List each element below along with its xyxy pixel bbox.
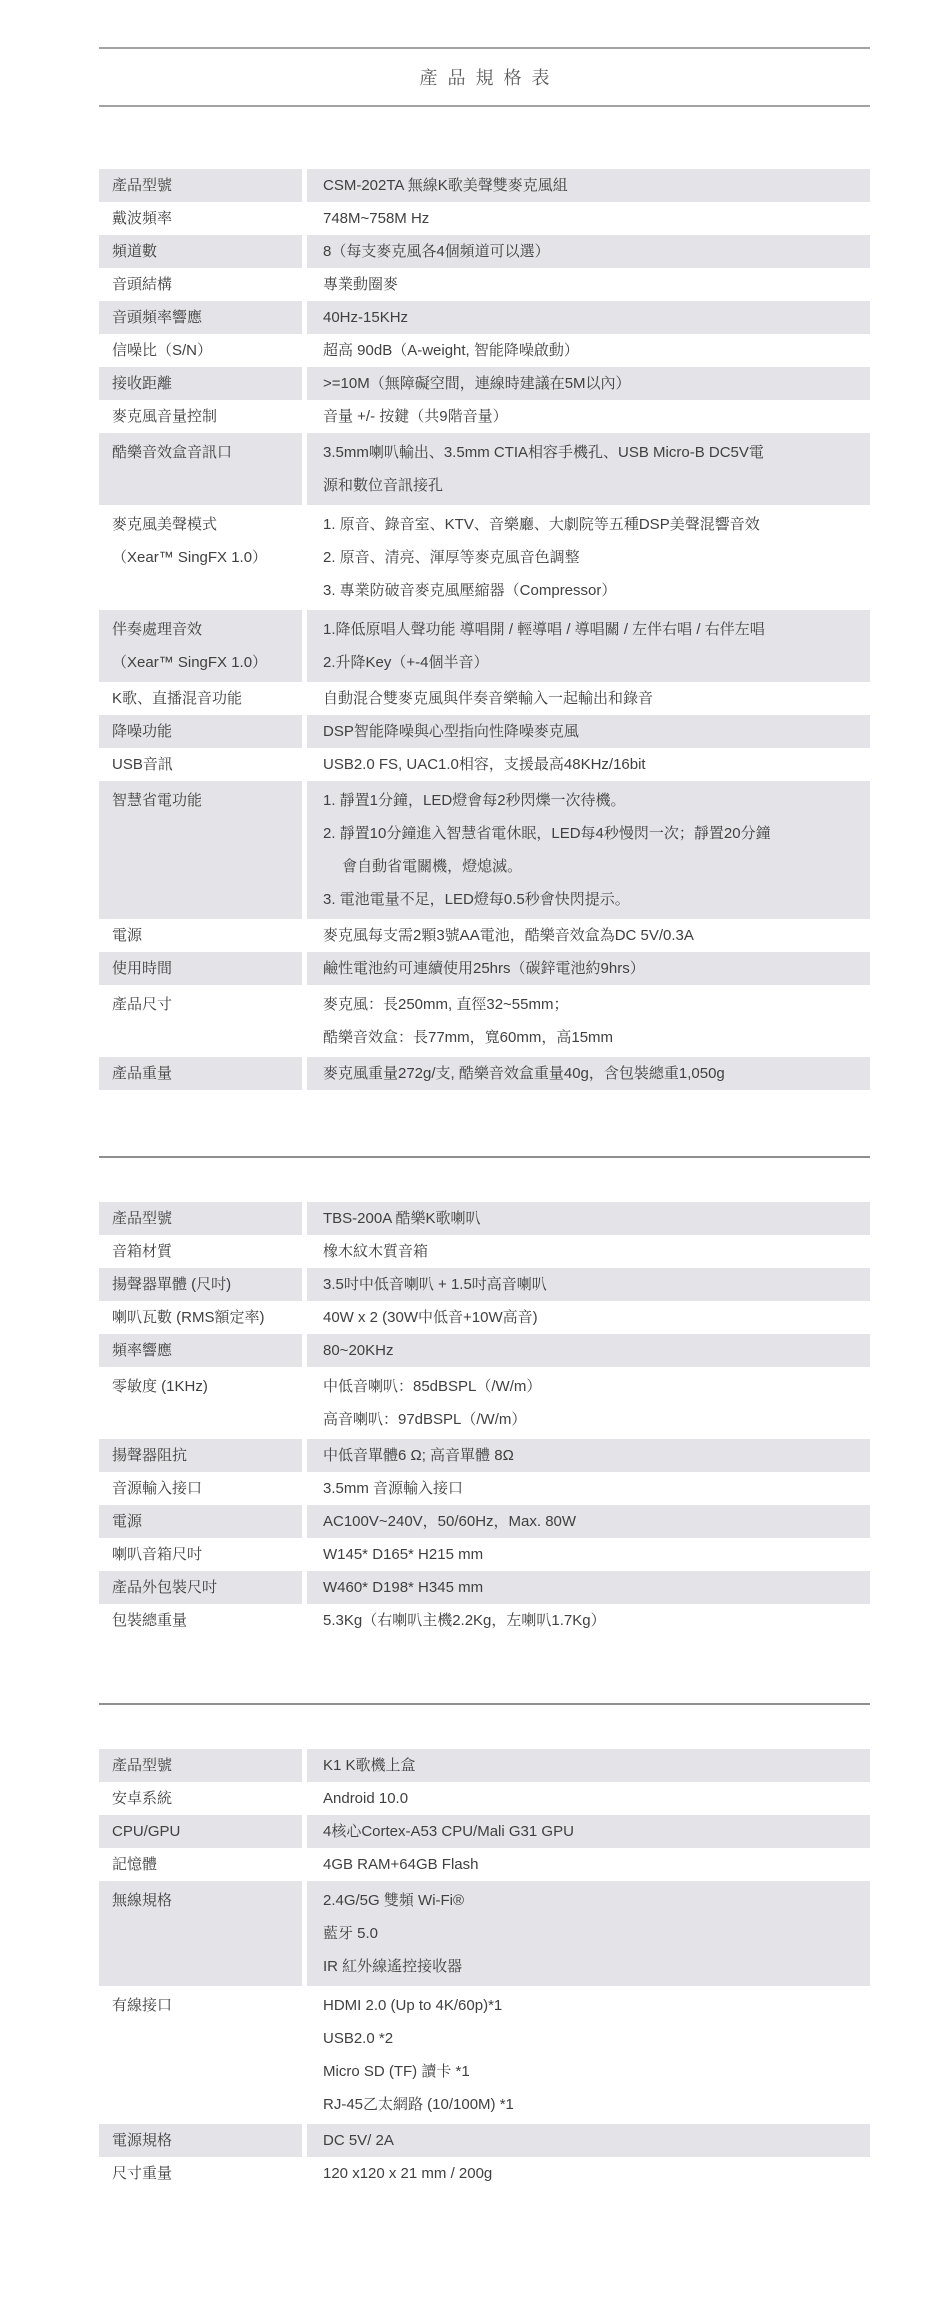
spec-label-text: 產品尺寸 (112, 996, 173, 1013)
spec-label-text: 麥克風音量控制 (112, 408, 218, 425)
spec-label-cell (99, 235, 302, 268)
spec-value-cell (307, 1334, 870, 1367)
spec-label-text: 安卓系統 (112, 1790, 173, 1807)
spec-label-text: 喇叭音箱尺吋 (112, 1546, 203, 1563)
spec-label-cell (99, 1334, 302, 1367)
spec-value-cell (307, 952, 870, 985)
spec-row (99, 1538, 870, 1571)
spec-row (99, 334, 870, 367)
spec-value-cell (307, 1815, 870, 1848)
spec-value-cell (307, 1367, 870, 1439)
spec-row (99, 781, 870, 919)
spec-value-text: 麥克風：長250mm, 直徑32~55mm； (323, 996, 569, 1013)
spec-value-cell (307, 1235, 870, 1268)
spec-value-text: HDMI 2.0 (Up to 4K/60p)*1 (323, 1997, 503, 2014)
spec-value-text: 4核心Cortex-A53 CPU/Mali G31 GPU (323, 1823, 574, 1840)
spec-row (99, 1571, 870, 1604)
spec-value-text: 2. 原音、清亮、渾厚等麥克風音色調整 (323, 549, 580, 566)
spec-row (99, 1782, 870, 1815)
spec-label-cell (99, 505, 302, 610)
spec-value-text: 專業動圈麥 (323, 276, 399, 293)
spec-value-text: 橡木紋木質音箱 (323, 1243, 429, 1260)
spec-value-cell (307, 1881, 870, 1986)
spec-row (99, 268, 870, 301)
spec-label-text: 尺寸重量 (112, 2165, 173, 2182)
spec-label-text: 接收距離 (112, 375, 173, 392)
spec-value-cell (307, 985, 870, 1057)
spec-value-text: 高音喇叭：97dBSPL（/W/m） (323, 1411, 527, 1428)
spec-label-text: 酷樂音效盒音訊口 (112, 444, 233, 461)
spec-value-text: 3. 專業防破音麥克風壓縮器（Compressor） (323, 582, 617, 599)
spec-value-text: >=10M（無障礙空間，連線時建議在5M以內） (323, 375, 631, 392)
spec-value-text: 1. 靜置1分鐘，LED燈會每2秒閃爍一次待機。 (323, 792, 626, 809)
spec-value-cell (307, 1571, 870, 1604)
spec-label-cell (99, 1749, 302, 1782)
spec-value-text: 麥克風重量272g/支, 酷樂音效盒重量40g，含包裝總重1,050g (323, 1065, 725, 1082)
spec-label-cell (99, 1235, 302, 1268)
spec-label-cell (99, 367, 302, 400)
spec-label-text: 降噪功能 (112, 723, 173, 740)
spec-value-cell (307, 301, 870, 334)
spec-label-text: 揚聲器阻抗 (112, 1447, 188, 1464)
spec-row (99, 202, 870, 235)
spec-row (99, 433, 870, 505)
spec-value-text: 自動混合雙麥克風與伴奏音樂輸入一起輸出和錄音 (323, 690, 654, 707)
spec-value-cell (307, 169, 870, 202)
spec-label-cell (99, 1881, 302, 1986)
spec-label-text: 產品型號 (112, 1210, 173, 1227)
spec-label-text: 使用時間 (112, 960, 173, 977)
spec-row (99, 1848, 870, 1881)
spec-value-cell (307, 748, 870, 781)
spec-label-cell (99, 1472, 302, 1505)
spec-row (99, 301, 870, 334)
spec-value-text: 酷樂音效盒：長77mm，寬60mm，高15mm (323, 1029, 614, 1046)
spec-value-text: AC100V~240V，50/60Hz，Max. 80W (323, 1513, 577, 1530)
spec-value-cell (307, 202, 870, 235)
spec-value-cell (307, 2157, 870, 2190)
spec-label-text: 產品重量 (112, 1065, 173, 1082)
spec-row (99, 1057, 870, 1090)
spec-value-cell (307, 919, 870, 952)
spec-label-cell (99, 202, 302, 235)
spec-label-cell (99, 682, 302, 715)
spec-label-text: 包裝總重量 (112, 1612, 188, 1629)
spec-value-text: 3.5mm喇叭輸出、3.5mm CTIA相容手機孔、USB Micro-B DC5V電 (323, 444, 764, 461)
spec-label-cell (99, 919, 302, 952)
spec-value-cell (307, 1782, 870, 1815)
spec-value-cell (307, 505, 870, 610)
spec-value-text: 超高 90dB（A-weight, 智能降噪啟動） (323, 342, 579, 359)
spec-label-text: 音頭頻率響應 (112, 309, 203, 326)
spec-row (99, 235, 870, 268)
spec-label-cell (99, 1604, 302, 1637)
spec-value-cell (307, 1986, 870, 2124)
spec-label-cell (99, 1301, 302, 1334)
spec-label-text: 音源輸入接口 (112, 1480, 203, 1497)
spec-value-text: 1. 原音、錄音室、KTV、音樂廳、大劇院等五種DSP美聲混響音效 (323, 516, 760, 533)
spec-label-cell (99, 433, 302, 505)
page-title: 產品規格表 (99, 47, 870, 107)
spec-label-text: （Xear™ SingFX 1.0） (112, 654, 268, 671)
spec-row (99, 682, 870, 715)
spec-value-text: W145* D165* H215 mm (323, 1546, 484, 1563)
spec-value-cell (307, 781, 870, 919)
spec-value-cell (307, 1301, 870, 1334)
spec-label-text: 戴波頻率 (112, 210, 173, 227)
spec-label-cell (99, 1538, 302, 1571)
spec-label-cell (99, 1782, 302, 1815)
spec-label-text: （Xear™ SingFX 1.0） (112, 549, 268, 566)
spec-row (99, 400, 870, 433)
spec-label-text: 零敏度 (1KHz) (112, 1378, 208, 1395)
spec-value-cell (307, 1749, 870, 1782)
spec-value-text: 中低音喇叭：85dBSPL（/W/m） (323, 1378, 542, 1395)
spec-value-text: 2.4G/5G 雙頻 Wi-Fi® (323, 1892, 465, 1909)
spec-value-text: 3.5吋中低音喇叭 + 1.5吋高音喇叭 (323, 1276, 547, 1293)
spec-label-text: 電源規格 (112, 2132, 173, 2149)
spec-row (99, 1334, 870, 1367)
spec-label-cell (99, 781, 302, 919)
spec-label-cell (99, 2124, 302, 2157)
spec-label-cell (99, 1057, 302, 1090)
spec-value-cell (307, 715, 870, 748)
spec-value-text: 2.升降Key（+-4個半音） (323, 654, 489, 671)
spec-label-cell (99, 1986, 302, 2124)
spec-label-cell (99, 1202, 302, 1235)
spec-row (99, 1367, 870, 1439)
spec-value-text: K1 K歌機上盒 (323, 1757, 416, 1774)
spec-value-text: 748M~758M Hz (323, 210, 430, 227)
spec-row (99, 2124, 870, 2157)
spec-label-text: 音箱材質 (112, 1243, 173, 1260)
spec-value-text: USB2.0 FS, UAC1.0相容，支援最高48KHz/16bit (323, 756, 646, 773)
spec-label-text: 無線規格 (112, 1892, 173, 1909)
spec-label-cell (99, 748, 302, 781)
spec-label-text: K歌、直播混音功能 (112, 690, 243, 707)
spec-table (99, 1749, 870, 2190)
spec-label-cell (99, 301, 302, 334)
spec-row (99, 1472, 870, 1505)
spec-label-text: 頻率響應 (112, 1342, 173, 1359)
spec-value-text: USB2.0 *2 (323, 2030, 394, 2047)
product-spec-page (0, 47, 950, 2190)
spec-label-cell (99, 1848, 302, 1881)
spec-value-text: 5.3Kg（右喇叭主機2.2Kg，左喇叭1.7Kg） (323, 1612, 606, 1629)
spec-value-cell (307, 682, 870, 715)
spec-row (99, 367, 870, 400)
spec-value-text: 4GB RAM+64GB Flash (323, 1856, 479, 1873)
spec-label-text: 喇叭瓦數 (RMS額定率) (112, 1309, 265, 1326)
spec-value-text: W460* D198* H345 mm (323, 1579, 484, 1596)
spec-row (99, 1505, 870, 1538)
spec-value-text: 8（每支麥克風各4個頻道可以選） (323, 243, 550, 260)
spec-label-text: 電源 (112, 927, 143, 944)
spec-row (99, 1235, 870, 1268)
spec-value-text: 1.降低原唱人聲功能 導唱開 / 輕導唱 / 導唱關 / 左伴右唱 / 右伴左唱 (323, 621, 765, 638)
spec-value-text: 麥克風每支需2顆3號AA電池，酷樂音效盒為DC 5V/0.3A (323, 927, 694, 944)
spec-value-text: 3.5mm 音源輸入接口 (323, 1480, 464, 1497)
spec-label-text: 有線接口 (112, 1997, 173, 2014)
spec-value-cell (307, 1057, 870, 1090)
spec-row (99, 985, 870, 1057)
spec-label-text: 信噪比（S/N） (112, 342, 213, 359)
spec-label-text: 電源 (112, 1513, 143, 1530)
spec-value-text: Micro SD (TF) 讀卡 *1 (323, 2063, 470, 2080)
spec-value-text: DSP智能降噪與心型指向性降噪麥克風 (323, 723, 579, 740)
spec-row (99, 1604, 870, 1637)
spec-value-text: 源和數位音訊接孔 (323, 477, 444, 494)
spec-label-cell (99, 400, 302, 433)
spec-label-cell (99, 1268, 302, 1301)
spec-table (99, 1202, 870, 1637)
spec-label-text: 頻道數 (112, 243, 158, 260)
spec-row (99, 919, 870, 952)
spec-value-text: IR 紅外線遙控接收器 (323, 1958, 463, 1975)
table-separator (99, 1703, 870, 1705)
spec-value-text: RJ-45乙太網路 (10/100M) *1 (323, 2096, 514, 2113)
spec-row (99, 169, 870, 202)
spec-row (99, 505, 870, 610)
spec-label-text: 產品型號 (112, 1757, 173, 1774)
spec-row (99, 1749, 870, 1782)
spec-label-cell (99, 334, 302, 367)
spec-label-cell (99, 610, 302, 682)
spec-label-text: 伴奏處理音效 (112, 621, 203, 638)
spec-value-text: 藍牙 5.0 (323, 1925, 379, 1942)
spec-value-cell (307, 235, 870, 268)
spec-tables-container (99, 169, 870, 2190)
spec-value-text: 音量 +/- 按鍵（共9階音量） (323, 408, 508, 425)
spec-value-text: Android 10.0 (323, 1790, 409, 1807)
spec-label-cell (99, 1815, 302, 1848)
spec-row (99, 2157, 870, 2190)
spec-row (99, 1202, 870, 1235)
spec-value-text: 3. 電池電量不足，LED燈每0.5秒會快閃提示。 (323, 891, 630, 908)
spec-label-cell (99, 952, 302, 985)
spec-label-text: 音頭結構 (112, 276, 173, 293)
spec-label-text: 揚聲器單體 (尺吋) (112, 1276, 232, 1293)
spec-value-text: 中低音單體6 Ω; 高音單體 8Ω (323, 1447, 514, 1464)
spec-label-cell (99, 268, 302, 301)
spec-label-text: 產品外包裝尺吋 (112, 1579, 218, 1596)
spec-value-cell (307, 1439, 870, 1472)
spec-value-text: 會自動省電關機，燈熄滅。 (323, 858, 523, 875)
spec-label-cell (99, 1505, 302, 1538)
spec-value-cell (307, 1472, 870, 1505)
spec-label-text: 智慧省電功能 (112, 792, 203, 809)
spec-label-cell (99, 1571, 302, 1604)
table-separator (99, 1156, 870, 1158)
spec-row (99, 1268, 870, 1301)
spec-label-text: USB音訊 (112, 756, 173, 773)
spec-row (99, 1986, 870, 2124)
spec-value-cell (307, 1848, 870, 1881)
spec-label-cell (99, 1439, 302, 1472)
spec-value-text: DC 5V/ 2A (323, 2132, 394, 2149)
spec-label-text: 產品型號 (112, 177, 173, 194)
spec-value-cell (307, 268, 870, 301)
spec-value-text: 80~20KHz (323, 1342, 394, 1359)
spec-row (99, 748, 870, 781)
spec-label-cell (99, 2157, 302, 2190)
spec-label-cell (99, 715, 302, 748)
spec-value-text: 40Hz-15KHz (323, 309, 409, 326)
spec-value-cell (307, 1604, 870, 1637)
spec-value-cell (307, 1202, 870, 1235)
spec-row (99, 952, 870, 985)
spec-value-text: TBS-200A 酷樂K歌喇叭 (323, 1210, 481, 1227)
spec-row (99, 1881, 870, 1986)
spec-label-cell (99, 1367, 302, 1439)
spec-value-cell (307, 433, 870, 505)
spec-label-cell (99, 169, 302, 202)
spec-value-cell (307, 400, 870, 433)
spec-value-cell (307, 367, 870, 400)
spec-row (99, 715, 870, 748)
spec-label-cell (99, 985, 302, 1057)
spec-label-text: CPU/GPU (112, 1823, 181, 1840)
spec-value-text: 120 x120 x 21 mm / 200g (323, 2165, 493, 2182)
spec-label-text: 記憶體 (112, 1856, 158, 1873)
spec-row (99, 1439, 870, 1472)
spec-value-cell (307, 334, 870, 367)
spec-value-cell (307, 1505, 870, 1538)
spec-label-text: 麥克風美聲模式 (112, 516, 218, 533)
spec-value-text: 40W x 2 (30W中低音+10W高音) (323, 1309, 538, 1326)
spec-value-cell (307, 1268, 870, 1301)
spec-row (99, 1815, 870, 1848)
spec-row (99, 610, 870, 682)
spec-value-text: 鹼性電池約可連續使用25hrs（碳鋅電池約9hrs） (323, 960, 645, 977)
spec-row (99, 1301, 870, 1334)
spec-value-text: 2. 靜置10分鐘進入智慧省電休眠，LED每4秒慢閃一次；靜置20分鐘 (323, 825, 771, 842)
spec-value-cell (307, 2124, 870, 2157)
spec-value-text: CSM-202TA 無線K歌美聲雙麥克風組 (323, 177, 568, 194)
spec-value-cell (307, 610, 870, 682)
spec-value-cell (307, 1538, 870, 1571)
spec-table (99, 169, 870, 1090)
